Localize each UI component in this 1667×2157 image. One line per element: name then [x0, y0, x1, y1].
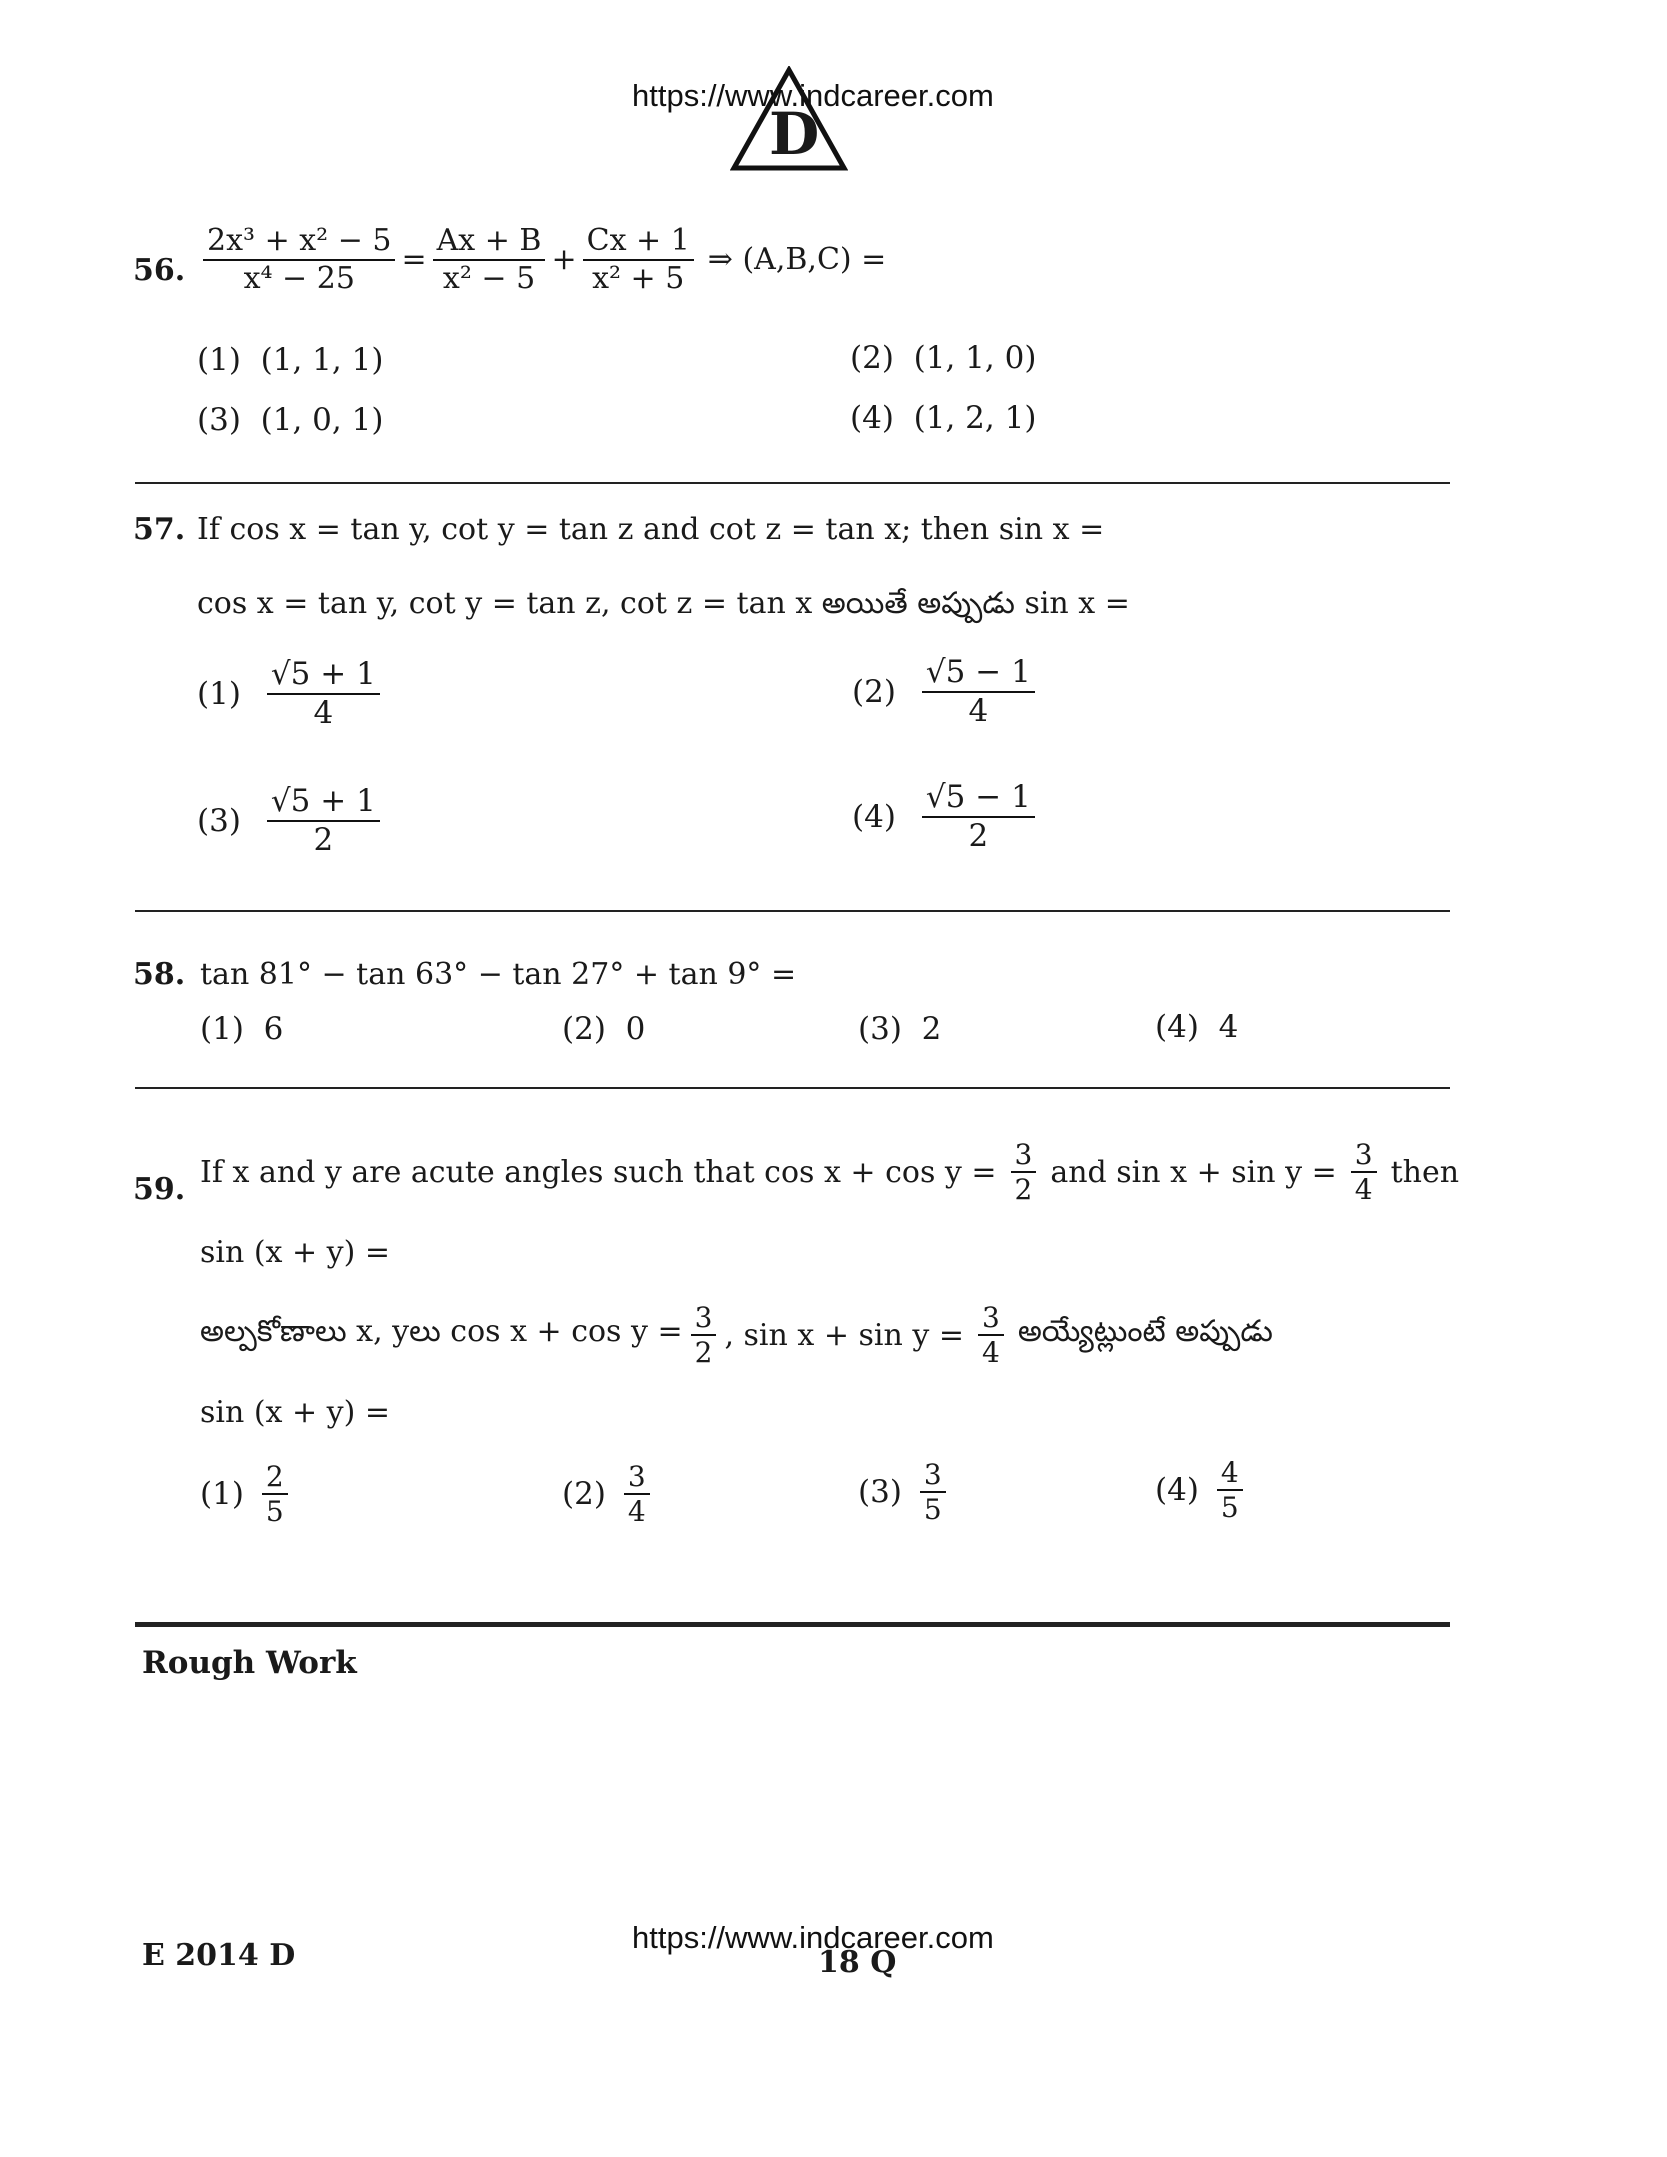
q58-text: tan 81° − tan 63° − tan 27° + tan 9° =: [200, 957, 797, 992]
q59-number: 59.: [133, 1172, 186, 1207]
q56-term2-fraction: $\frac{Cx + 1}{\text{x² + 5}}$: [583, 225, 694, 294]
footer-page-number: 18 Q: [818, 1945, 897, 1980]
q57-option-3[interactable]: (3) $\frac{√5 + 1}{2}$: [197, 785, 386, 856]
q59-option-4[interactable]: (4) $\frac{4}{5}$: [1155, 1458, 1249, 1523]
footer-url: https://www.indcareer.com: [632, 1920, 994, 1955]
divider-57-58: [135, 910, 1450, 912]
q59-option-2[interactable]: (2) $\frac{3}{4}$: [562, 1462, 656, 1527]
set-logo-letter: D: [769, 100, 820, 168]
q58-option-3[interactable]: (3) 2: [858, 1011, 942, 1047]
header-url: https://www.indcareer.com: [632, 78, 994, 113]
q58-option-4[interactable]: (4) 4: [1155, 1009, 1239, 1045]
divider-58-59: [135, 1087, 1450, 1089]
q56-lhs-fraction: $\frac{\text{2x³ + x² − 5}}{\text{x⁴ − 25}}$: [203, 225, 395, 294]
q57-option-4[interactable]: (4) $\frac{√5 - 1}{2}$: [852, 781, 1041, 852]
divider-rough-work: [135, 1622, 1450, 1627]
q57-telugu-text: cos x = tan y, cot y = tan z, cot z = tan x అయితే అప్పుడు sin x =: [197, 586, 1130, 621]
q59-english-line2: sin (x + y) =: [200, 1235, 391, 1270]
q56-number: 56.: [133, 253, 186, 288]
q58-option-2[interactable]: (2) 0: [562, 1011, 646, 1047]
q56-option-4[interactable]: (4) (1, 2, 1): [850, 400, 1037, 436]
q56-option-2[interactable]: (2) (1, 1, 0): [850, 340, 1037, 376]
q57-number: 57.: [133, 512, 186, 547]
q59-telugu-line1: అల్పకోణాలు x, yలు cos x + cos y = $\frac{3}{2}$ , sin x + sin y = $\frac{3}{4}$ అయ్యేట్లుంటే అప్పుడు: [200, 1301, 1273, 1370]
q59-english-line1: If x and y are acute angles such that cos x + cos y = $\frac{3}{2}$ and sin x + sin y = $\frac{3}{4}$ then: [200, 1138, 1460, 1207]
rough-work-heading: Rough Work: [142, 1645, 357, 1681]
q57-option-2[interactable]: (2) $\frac{√5 - 1}{4}$: [852, 656, 1041, 727]
q56-option-3[interactable]: (3) (1, 0, 1): [197, 402, 384, 438]
q59-telugu-line2: sin (x + y) =: [200, 1395, 391, 1430]
footer-code: E 2014 D: [142, 1938, 296, 1973]
q56-equation: $\frac{\text{2x³ + x² − 5}}{\text{x⁴ − 25}}$ = $\frac{Ax + B}{\text{x² − 5}}$ + $\frac{Cx + 1}{\text{x² + 5}}$ ⇒ (A,B,C) =: [197, 225, 886, 294]
q59-option-3[interactable]: (3) $\frac{3}{5}$: [858, 1460, 952, 1525]
q56-option-1[interactable]: (1) (1, 1, 1): [197, 342, 384, 378]
q58-number: 58.: [133, 957, 186, 992]
q59-option-1[interactable]: (1) $\frac{2}{5}$: [200, 1462, 294, 1527]
q58-option-1[interactable]: (1) 6: [200, 1011, 284, 1047]
q57-option-1[interactable]: (1) $\frac{√5 + 1}{4}$: [197, 658, 386, 729]
divider-56-57: [135, 482, 1450, 484]
q56-term1-fraction: $\frac{Ax + B}{\text{x² − 5}}$: [433, 225, 546, 294]
q57-english-text: If cos x = tan y, cot y = tan z and cot z = tan x; then sin x =: [197, 512, 1105, 547]
